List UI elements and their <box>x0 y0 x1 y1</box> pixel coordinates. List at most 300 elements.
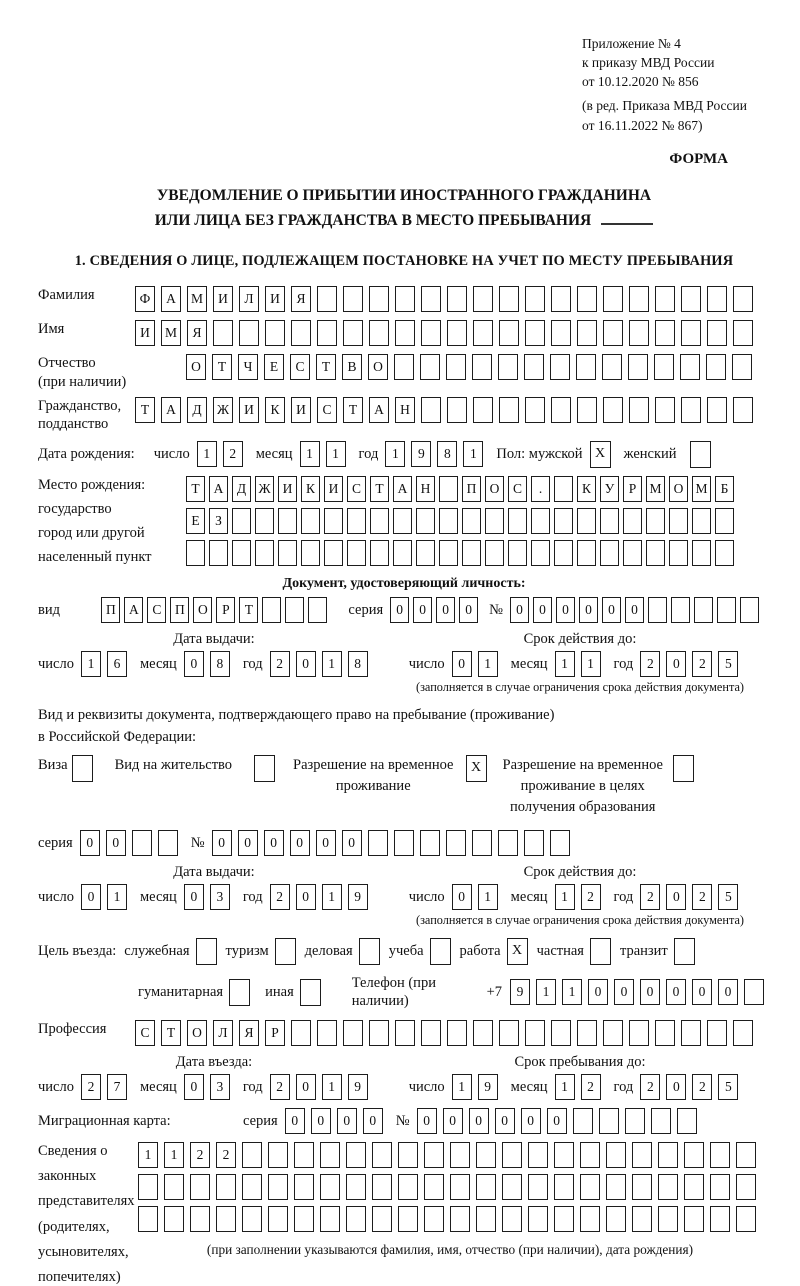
char-cell <box>551 1020 571 1046</box>
char-cell: 2 <box>640 884 660 910</box>
char-cell: 1 <box>164 1142 184 1168</box>
identity-valid-block <box>390 631 770 695</box>
temp-permit-checkbox: X <box>466 755 487 782</box>
char-cell <box>265 320 285 346</box>
char-cell: О <box>368 354 388 380</box>
char-cell <box>239 320 259 346</box>
entry-day-cells <box>81 1074 133 1100</box>
char-cell <box>285 597 304 623</box>
char-cell <box>472 354 492 380</box>
residence-issue-year-cells <box>270 884 374 910</box>
year-label: год <box>358 446 379 463</box>
char-cell: 2 <box>190 1142 210 1168</box>
number-label: № <box>190 834 205 851</box>
char-cell <box>655 397 675 423</box>
char-cell: О <box>669 476 688 502</box>
char-cell <box>740 597 759 623</box>
patronymic-row <box>38 354 770 390</box>
char-cell: Т <box>239 597 258 623</box>
char-cell: 0 <box>452 884 472 910</box>
char-cell <box>447 1020 467 1046</box>
char-cell: 0 <box>316 830 336 856</box>
char-cell: О <box>193 597 212 623</box>
section1-heading: 1. СВЕДЕНИЯ О ЛИЦЕ, ПОДЛЕЖАЩЕМ ПОСТАНОВКЕ НА УЧЕТ ПО МЕСТУ ПРЕБЫВАНИЯ <box>74 253 734 270</box>
entry-dates <box>38 1054 770 1100</box>
char-cell: 0 <box>296 1074 316 1100</box>
char-cell <box>715 508 734 534</box>
char-cell: Я <box>187 320 207 346</box>
char-cell <box>462 508 481 534</box>
char-cell <box>524 354 544 380</box>
char-cell: Е <box>264 354 284 380</box>
char-cell: И <box>135 320 155 346</box>
char-cell <box>294 1174 314 1200</box>
char-cell <box>732 354 752 380</box>
char-cell <box>525 1020 545 1046</box>
representatives-row2 <box>138 1174 762 1200</box>
visit-purpose-label: Цель въезда: <box>38 943 117 960</box>
migration-card-row <box>38 1108 770 1134</box>
char-cell <box>186 540 205 566</box>
char-cell <box>654 354 674 380</box>
char-cell <box>294 1142 314 1168</box>
char-cell: 0 <box>666 884 686 910</box>
char-cell <box>320 1206 340 1232</box>
char-cell: 1 <box>581 651 601 677</box>
char-cell: 2 <box>640 651 660 677</box>
char-cell: 1 <box>326 441 346 467</box>
char-cell <box>736 1142 756 1168</box>
char-cell: 0 <box>443 1108 463 1134</box>
char-cell <box>706 354 726 380</box>
char-cell <box>629 1020 649 1046</box>
char-cell <box>439 540 458 566</box>
title-blank-line <box>601 211 653 225</box>
char-cell <box>485 508 504 534</box>
stay-year-cells <box>640 1074 744 1100</box>
char-cell <box>580 1142 600 1168</box>
residence-valid-header: Срок действия до: <box>523 863 637 880</box>
char-cell <box>577 1020 597 1046</box>
char-cell <box>733 397 753 423</box>
representatives-label: Сведения о законных представителях (родителях, усыновителях, попечителях) <box>38 1143 135 1285</box>
char-cell <box>476 1142 496 1168</box>
purpose-option: работа X <box>460 938 528 965</box>
char-cell <box>629 286 649 312</box>
char-cell: 0 <box>452 651 472 677</box>
char-cell <box>268 1206 288 1232</box>
char-cell <box>473 397 493 423</box>
char-cell: М <box>692 476 711 502</box>
char-cell <box>606 1142 626 1168</box>
birth-place-cells <box>186 476 738 566</box>
char-cell <box>232 508 251 534</box>
char-cell <box>473 320 493 346</box>
month-label: месяц <box>255 446 293 463</box>
char-cell <box>476 1206 496 1232</box>
stay-month-cells <box>555 1074 607 1100</box>
char-cell <box>255 540 274 566</box>
char-cell: В <box>342 354 362 380</box>
char-cell <box>138 1206 158 1232</box>
char-cell <box>528 1206 548 1232</box>
char-cell <box>421 397 441 423</box>
char-cell: 0 <box>625 597 644 623</box>
char-cell: 1 <box>138 1142 158 1168</box>
char-cell: 1 <box>536 979 556 1005</box>
char-cell: 1 <box>555 651 575 677</box>
char-cell: . <box>531 476 550 502</box>
char-cell <box>472 830 492 856</box>
char-cell: Р <box>216 597 235 623</box>
char-cell <box>424 1206 444 1232</box>
char-cell <box>744 979 764 1005</box>
purpose-work-checkbox: X <box>507 938 528 965</box>
char-cell <box>370 508 389 534</box>
char-cell <box>324 508 343 534</box>
identity-issue-month-cells <box>184 651 236 677</box>
char-cell: М <box>161 320 181 346</box>
char-cell: А <box>161 397 181 423</box>
char-cell: 0 <box>640 979 660 1005</box>
char-cell <box>551 397 571 423</box>
char-cell: 1 <box>107 884 127 910</box>
char-cell <box>508 540 527 566</box>
char-cell <box>692 508 711 534</box>
char-cell: О <box>187 1020 207 1046</box>
char-cell <box>308 597 327 623</box>
char-cell <box>462 540 481 566</box>
identity-valid-note: (заполняется в случае ограничения срока действия документа) <box>415 680 745 695</box>
char-cell: С <box>290 354 310 380</box>
citizenship-row <box>38 397 770 433</box>
char-cell: 0 <box>579 597 598 623</box>
char-cell: Н <box>416 476 435 502</box>
char-cell: 8 <box>437 441 457 467</box>
doc-kind-label: вид <box>38 602 60 619</box>
month-label: месяц <box>510 888 548 905</box>
char-cell <box>301 540 320 566</box>
char-cell <box>372 1206 392 1232</box>
char-cell: И <box>239 397 259 423</box>
month-label: месяц <box>139 656 177 673</box>
char-cell <box>580 1206 600 1232</box>
char-cell <box>499 1020 519 1046</box>
month-label: месяц <box>510 1079 548 1096</box>
char-cell: 1 <box>322 884 342 910</box>
char-cell: Ж <box>255 476 274 502</box>
identity-valid-day-cells <box>452 651 504 677</box>
char-cell <box>343 286 363 312</box>
char-cell <box>294 1206 314 1232</box>
char-cell: 0 <box>363 1108 383 1134</box>
stay-until-block <box>390 1054 770 1100</box>
char-cell: И <box>291 397 311 423</box>
char-cell <box>324 540 343 566</box>
residence-issue-day-cells <box>81 884 133 910</box>
char-cell <box>502 1206 522 1232</box>
char-cell <box>447 320 467 346</box>
char-cell: Р <box>265 1020 285 1046</box>
char-cell: 1 <box>555 884 575 910</box>
birth-day-cells <box>197 441 249 467</box>
patronymic-label: Отчество (при наличии) <box>38 355 127 390</box>
form-title-line2: ИЛИ ЛИЦА БЕЗ ГРАЖДАНСТВА В МЕСТО ПРЕБЫВАНИЯ <box>38 209 770 234</box>
char-cell: 0 <box>81 884 101 910</box>
char-cell <box>393 508 412 534</box>
residence-doc-series-row <box>38 830 770 856</box>
identity-issue-day-cells <box>81 651 133 677</box>
birth-date-label: Дата рождения: <box>38 446 135 463</box>
char-cell <box>421 286 441 312</box>
visit-purpose-row1 <box>38 938 770 965</box>
char-cell <box>499 286 519 312</box>
day-label: число <box>153 446 190 463</box>
identity-issue-year-cells <box>270 651 374 677</box>
char-cell <box>420 354 440 380</box>
series-label: серия <box>38 834 73 851</box>
residence-permit-checkbox <box>254 755 275 782</box>
char-cell: 0 <box>342 830 362 856</box>
char-cell <box>278 508 297 534</box>
char-cell <box>554 508 573 534</box>
char-cell <box>368 830 388 856</box>
char-cell <box>580 1174 600 1200</box>
char-cell <box>242 1142 262 1168</box>
birth-month-cells <box>300 441 352 467</box>
sex-male-label: Пол: мужской <box>496 446 583 463</box>
char-cell <box>658 1206 678 1232</box>
identity-valid-year-cells <box>640 651 744 677</box>
stay-until-header: Срок пребывания до: <box>514 1054 646 1071</box>
char-cell: К <box>577 476 596 502</box>
char-cell <box>623 540 642 566</box>
char-cell: К <box>301 476 320 502</box>
char-cell: 0 <box>666 1074 686 1100</box>
char-cell: 1 <box>478 884 498 910</box>
char-cell <box>278 540 297 566</box>
char-cell <box>551 320 571 346</box>
char-cell <box>502 1142 522 1168</box>
migration-series-cells <box>285 1108 389 1134</box>
edu-permit-option <box>503 755 694 818</box>
char-cell <box>669 508 688 534</box>
surname-label: Фамилия <box>38 287 95 304</box>
char-cell <box>623 508 642 534</box>
residence-valid-day-cells <box>452 884 504 910</box>
representatives-row3 <box>138 1206 762 1232</box>
day-label: число <box>38 888 74 905</box>
char-cell <box>190 1206 210 1232</box>
char-cell <box>684 1142 704 1168</box>
sex-female-label: женский <box>623 446 677 463</box>
char-cell <box>395 286 415 312</box>
char-cell <box>632 1142 652 1168</box>
char-cell: А <box>161 286 181 312</box>
char-cell <box>655 320 675 346</box>
edition-line: (в ред. Приказа МВД России <box>582 98 747 114</box>
char-cell <box>216 1206 236 1232</box>
char-cell: 0 <box>80 830 100 856</box>
char-cell: 2 <box>223 441 243 467</box>
char-cell: И <box>278 476 297 502</box>
char-cell: 1 <box>562 979 582 1005</box>
char-cell <box>551 286 571 312</box>
char-cell <box>320 1142 340 1168</box>
year-label: год <box>242 656 263 673</box>
char-cell: 1 <box>300 441 320 467</box>
char-cell: 2 <box>581 1074 601 1100</box>
char-cell <box>158 830 178 856</box>
char-cell <box>646 540 665 566</box>
char-cell <box>476 1174 496 1200</box>
char-cell: Я <box>291 286 311 312</box>
doc-series-label: серия <box>348 602 384 619</box>
char-cell: 0 <box>296 651 316 677</box>
char-cell: Ч <box>238 354 258 380</box>
residence-permit-option <box>115 755 275 782</box>
migration-card-label: Миграционная карта: <box>38 1113 171 1130</box>
char-cell <box>710 1174 730 1200</box>
char-cell: Е <box>186 508 205 534</box>
char-cell <box>576 354 596 380</box>
doc-kind-cells <box>101 597 331 623</box>
char-cell: 1 <box>555 1074 575 1100</box>
purpose-option: иная <box>265 979 321 1006</box>
purpose-business-checkbox <box>359 938 380 965</box>
char-cell <box>525 320 545 346</box>
birth-place-block <box>38 476 770 567</box>
char-cell <box>736 1206 756 1232</box>
char-cell <box>370 540 389 566</box>
char-cell <box>343 1020 363 1046</box>
char-cell <box>508 508 527 534</box>
char-cell: 0 <box>588 979 608 1005</box>
char-cell: 0 <box>337 1108 357 1134</box>
char-cell <box>424 1142 444 1168</box>
char-cell <box>164 1206 184 1232</box>
char-cell <box>421 1020 441 1046</box>
edu-permit-checkbox <box>673 755 694 782</box>
residence-valid-block <box>390 864 770 928</box>
char-cell: 7 <box>107 1074 127 1100</box>
purpose-option: гуманитарная <box>138 979 250 1006</box>
appendix-line: Приложение № 4 <box>582 36 681 51</box>
day-label: число <box>408 656 445 673</box>
char-cell <box>255 508 274 534</box>
char-cell: 3 <box>210 884 230 910</box>
char-cell: М <box>187 286 207 312</box>
char-cell: 5 <box>718 651 738 677</box>
char-cell <box>684 1206 704 1232</box>
char-cell: 9 <box>478 1074 498 1100</box>
char-cell <box>599 1108 619 1134</box>
char-cell: 1 <box>197 441 217 467</box>
char-cell <box>320 1174 340 1200</box>
char-cell <box>707 1020 727 1046</box>
purpose-transit-checkbox <box>674 938 695 965</box>
identity-valid-month-cells <box>555 651 607 677</box>
char-cell <box>554 1206 574 1232</box>
char-cell: 0 <box>238 830 258 856</box>
char-cell <box>317 1020 337 1046</box>
char-cell: 1 <box>452 1074 472 1100</box>
char-cell: 0 <box>184 1074 204 1100</box>
char-cell: 0 <box>469 1108 489 1134</box>
residence-doc-intro: Вид и реквизиты документа, подтверждающего право на пребывание (проживание) в Российской Федерации: <box>38 707 555 746</box>
char-cell: 2 <box>692 1074 712 1100</box>
char-cell <box>268 1174 288 1200</box>
doc-series-cells <box>390 597 482 623</box>
char-cell: Т <box>316 354 336 380</box>
char-cell: 1 <box>81 651 101 677</box>
appendix-line: от 10.12.2020 № 856 <box>582 74 699 90</box>
edition-line: от 16.11.2022 № 867) <box>582 117 703 133</box>
forma-label: ФОРМА <box>669 150 728 167</box>
char-cell <box>498 354 518 380</box>
char-cell: 1 <box>322 1074 342 1100</box>
char-cell: 0 <box>459 597 478 623</box>
char-cell: 5 <box>718 884 738 910</box>
residence-series-cells <box>80 830 184 856</box>
char-cell <box>450 1174 470 1200</box>
char-cell <box>343 320 363 346</box>
char-cell <box>646 508 665 534</box>
char-cell <box>707 320 727 346</box>
char-cell: Я <box>239 1020 259 1046</box>
purpose-private-checkbox <box>590 938 611 965</box>
char-cell: С <box>147 597 166 623</box>
char-cell: О <box>485 476 504 502</box>
char-cell: И <box>213 286 233 312</box>
char-cell <box>577 540 596 566</box>
char-cell <box>242 1174 262 1200</box>
char-cell <box>600 508 619 534</box>
char-cell <box>291 1020 311 1046</box>
char-cell <box>554 540 573 566</box>
char-cell <box>450 1206 470 1232</box>
sex-male-checkbox: X <box>590 441 611 468</box>
char-cell <box>658 1174 678 1200</box>
purpose-option: служебная <box>124 938 216 965</box>
purpose-official-checkbox <box>196 938 217 965</box>
profession-cells <box>135 1020 759 1046</box>
char-cell: 0 <box>533 597 552 623</box>
char-cell <box>550 354 570 380</box>
char-cell: 0 <box>417 1108 437 1134</box>
birth-place-row1 <box>186 476 738 502</box>
char-cell: К <box>265 397 285 423</box>
identity-doc-row <box>38 597 770 623</box>
day-label: число <box>408 888 445 905</box>
char-cell: М <box>646 476 665 502</box>
day-label: число <box>38 656 74 673</box>
identity-doc-heading: Документ, удостоверяющий личность: <box>282 576 526 592</box>
char-cell: Д <box>232 476 251 502</box>
char-cell: Т <box>343 397 363 423</box>
char-cell: 0 <box>264 830 284 856</box>
char-cell <box>498 830 518 856</box>
char-cell <box>606 1206 626 1232</box>
purpose-option: частная <box>537 938 611 965</box>
char-cell <box>531 508 550 534</box>
char-cell <box>577 320 597 346</box>
char-cell <box>317 320 337 346</box>
char-cell: 2 <box>270 651 290 677</box>
char-cell <box>398 1206 418 1232</box>
char-cell: И <box>265 286 285 312</box>
char-cell: Л <box>213 1020 233 1046</box>
